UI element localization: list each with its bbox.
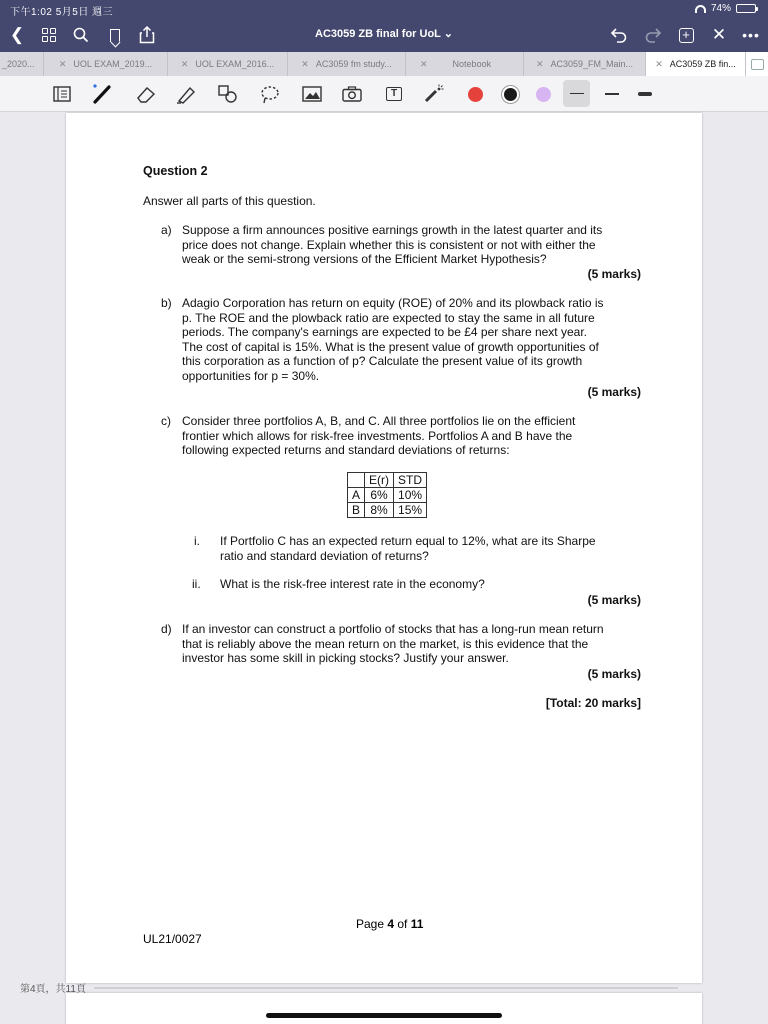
tab-5[interactable] [524, 52, 646, 76]
redo-icon[interactable] [642, 24, 664, 46]
shapes-icon[interactable] [216, 83, 240, 105]
part-a-marks: (5 marks) [587, 267, 641, 281]
pen-tool-icon[interactable] [90, 83, 114, 105]
wifi-icon [695, 5, 706, 13]
table-cell: 6% [365, 488, 394, 503]
page-layout-icon[interactable] [50, 83, 74, 105]
returns-table [347, 472, 427, 518]
total-marks: [Total: 20 marks] [545, 696, 641, 710]
color-red-swatch[interactable] [463, 83, 487, 105]
nav-bar [0, 18, 768, 52]
text-line: p. The ROE and the plowback ratio are expected to stay the same in all future [182, 310, 595, 325]
image-insert-icon[interactable] [300, 83, 324, 105]
question-title: Question 2 [143, 164, 208, 178]
lasso-icon[interactable] [258, 83, 282, 105]
text-line: this corporation as a function of p? Calculate the present value of its growth [182, 354, 583, 369]
part-c-label: c) [161, 414, 171, 428]
tab-close-icon[interactable]: ✕ [180, 58, 189, 69]
part-d-text [182, 622, 638, 666]
battery-percent: 74% [710, 3, 731, 14]
text-line: periods. The company's earnings are expected to be £4 per share next year. [182, 325, 587, 340]
highlighter-icon[interactable] [174, 83, 198, 105]
page-counter [20, 980, 678, 995]
part-a-label: a) [161, 223, 172, 237]
page-prefix: Page [356, 917, 388, 931]
table-cell: 10% [394, 488, 427, 503]
text-line: ratio and standard deviation of returns? [220, 548, 429, 563]
status-bar [0, 0, 768, 18]
thickness-thick[interactable] [633, 83, 657, 105]
table-header-row [348, 473, 427, 488]
color-lilac-dot [536, 87, 551, 102]
tab-label: UOL EXAM_2016... [195, 59, 275, 69]
part-d-label: d) [161, 622, 172, 636]
tab-close-icon[interactable]: ✕ [420, 58, 428, 69]
tab-1[interactable] [44, 52, 168, 76]
tab-close-icon[interactable]: ✕ [58, 58, 67, 69]
text-line: frontier which allows for risk-free investments. Portfolios A and B have the [182, 428, 573, 443]
undo-icon[interactable] [608, 24, 630, 46]
text-line: Adagio Corporation has return on equity (ROE) of 20% and its plowback ratio is [182, 296, 604, 310]
color-black-swatch[interactable] [498, 83, 522, 105]
page-total: 11 [410, 917, 424, 931]
text-line: If Portfolio C has an expected return equal to 12%, what are its Sharpe [220, 534, 596, 548]
table-row [348, 488, 427, 503]
tab-label: Notebook [452, 59, 492, 69]
part-c-i-label: i. [194, 534, 200, 548]
camera-icon[interactable] [340, 83, 364, 105]
tab-label: AC3059 ZB fin... [669, 59, 736, 69]
tab-label: AC3059 fm study... [315, 59, 392, 69]
page-counter-text: 第4頁，共11頁 [20, 984, 86, 995]
laser-pointer-icon[interactable] [422, 83, 446, 105]
table-cell: A [348, 488, 365, 503]
table-cell: E(r) [365, 473, 394, 488]
text-line: price does not change. Explain whether this is consistent or not with either the [182, 237, 596, 252]
tab-2[interactable] [168, 52, 288, 76]
color-black-dot [502, 86, 519, 103]
part-b-label: b) [161, 296, 172, 310]
part-c-ii-label: ii. [192, 577, 201, 591]
tab-strip [0, 52, 768, 76]
thickness-medium-line [605, 93, 619, 95]
annotation-toolbar [0, 76, 768, 112]
thickness-medium[interactable] [600, 83, 624, 105]
part-c-i-text [220, 534, 640, 563]
add-page-icon[interactable]: + [675, 24, 697, 46]
table-cell: 8% [365, 503, 394, 518]
page-current: 4 [387, 917, 395, 931]
text-line: If an investor can construct a portfolio of stocks that has a long-run mean return [182, 622, 604, 636]
status-time: 下午1:02 5月5日 週三 [10, 7, 114, 18]
tab-close-icon[interactable]: ✕ [655, 58, 663, 69]
text-line: investor has some skill in picking stocks? Justify your answer. [182, 651, 509, 666]
text-line: The cost of capital is 15%. What is the present value of growth opportunities of [182, 339, 599, 354]
thickness-thin-line [570, 93, 584, 95]
text-line: opportunities for p = 30%. [182, 368, 320, 383]
document-page[interactable] [66, 113, 702, 983]
question-intro: Answer all parts of this question. [143, 194, 316, 208]
thickness-thick-line [638, 92, 652, 96]
document-code: UL21/0027 [143, 932, 202, 946]
color-lilac-swatch[interactable] [531, 83, 555, 105]
part-c-ii-text [220, 577, 640, 592]
color-red-dot [468, 87, 483, 102]
table-cell: STD [394, 473, 427, 488]
eraser-icon[interactable] [134, 83, 158, 105]
part-c-text [182, 414, 638, 458]
page-number-footer [356, 917, 423, 931]
tab-overview-icon[interactable] [751, 59, 764, 70]
tab-close-icon[interactable]: ✕ [535, 58, 544, 69]
tab-label: AC3059_FM_Main... [550, 59, 634, 69]
document-title[interactable]: AC3059 ZB final for UoL ⌄ [315, 28, 453, 40]
tab-close-icon[interactable]: ✕ [301, 58, 309, 69]
part-d-marks: (5 marks) [587, 667, 641, 681]
text-line: What is the risk-free interest rate in the economy? [220, 577, 485, 591]
more-options-icon[interactable]: ••• [742, 27, 760, 43]
tab-3[interactable] [288, 52, 406, 76]
text-line: following expected returns and standard deviations of returns: [182, 443, 510, 458]
tab-overview[interactable] [746, 52, 768, 76]
table-cell [348, 473, 365, 488]
text-line: Suppose a firm announces positive earnings growth in the latest quarter and its [182, 223, 603, 237]
part-b-marks: (5 marks) [587, 385, 641, 399]
next-document-page[interactable] [66, 993, 702, 1024]
tab-label: _2020... [2, 59, 35, 69]
tab-6-active[interactable] [646, 52, 746, 76]
tab-label: UOL EXAM_2019... [73, 59, 153, 69]
thickness-thin-selected[interactable] [563, 80, 590, 107]
back-chevron-icon[interactable]: ❮ [9, 25, 25, 44]
text-line: that is reliably above the mean return on the market, is this evidence that the [182, 636, 589, 651]
tab-4[interactable] [406, 52, 524, 76]
part-a-text [182, 223, 638, 267]
table-cell: B [348, 503, 365, 518]
battery-icon [736, 4, 756, 13]
page-scrubber[interactable] [94, 987, 678, 989]
tab-0[interactable] [0, 52, 44, 76]
part-b-text [182, 296, 638, 384]
page-of: of [394, 917, 411, 931]
text-tool-icon[interactable]: T [382, 83, 406, 105]
text-line: Consider three portfolios A, B, and C. All three portfolios lie on the efficient [182, 414, 576, 428]
close-icon[interactable]: ✕ [711, 25, 727, 44]
text-line: weak or the semi-strong versions of the Efficient Market Hypothesis? [182, 252, 547, 267]
home-indicator[interactable] [266, 1013, 502, 1018]
status-right [695, 3, 756, 14]
table-cell: 15% [394, 503, 427, 518]
table-row [348, 503, 427, 518]
part-c-marks: (5 marks) [587, 593, 641, 607]
